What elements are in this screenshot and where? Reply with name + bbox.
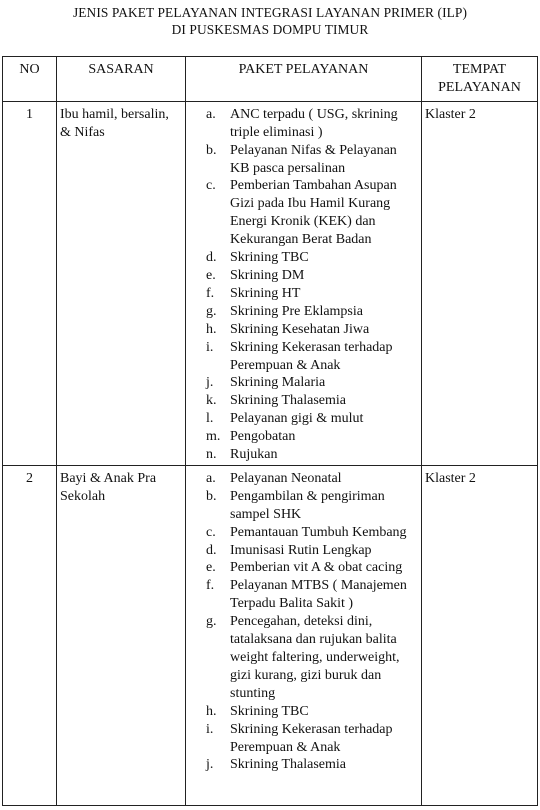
header-tempat-line-1: TEMPAT [452,62,507,77]
table-row [3,101,538,465]
list-item: j. Skrining Thalasemia [206,757,346,773]
list-item: j. Skrining Malaria [206,375,326,391]
list-item: i. Skrining Kekerasan terhadap Perempuan & Anak [206,721,393,755]
header-tempat-line-2: PELAYANAN [438,79,521,95]
list-item: m. Pengobatan [206,429,296,445]
list-item: g. Pencegahan, deteksi dini, tatalaksana dan rujukan balita weight faltering, underweight, gizi kurang, gizi buruk dan stunting [206,614,400,701]
header-sasaran: SASARAN [57,57,186,102]
list-item: b. Pelayanan Nifas & Pelayanan KB pasca persalinan [206,142,397,176]
header-tempat [422,57,538,102]
list-item: a. ANC terpadu ( USG, skrining triple eliminasi ) [206,106,398,140]
list-item: a. Pelayanan Neonatal [206,470,342,486]
row-paket [186,465,422,805]
row-tempat: Klaster 2 [422,101,538,465]
package-list [189,106,418,464]
row-number: 1 [3,101,57,465]
row-tempat: Klaster 2 [422,465,538,805]
list-item: f. Pelayanan MTBS ( Manajemen Terpadu Balita Sakit ) [206,578,407,612]
title-line-1: JENIS PAKET PELAYANAN INTEGRASI LAYANAN PRIMER (ILP) [72,5,468,20]
list-item: k. Skrining Thalasemia [206,393,346,409]
package-list [189,470,418,774]
list-item: e. Pemberian vit A & obat cacing [206,560,403,576]
list-item: f. Skrining HT [206,285,301,301]
list-item: h. Skrining TBC [206,703,309,719]
table-row [3,465,538,805]
list-item: d. Skrining TBC [206,250,309,266]
row-sasaran: Bayi & Anak Pra Sekolah [57,465,186,805]
table-header-row [3,57,538,102]
list-item: l. Pelayanan gigi & mulut [206,411,364,427]
header-no: NO [3,57,57,102]
list-item: i. Skrining Kekerasan terhadap Perempuan & Anak [206,339,393,373]
header-paket: PAKET PELAYANAN [186,57,422,102]
document-title [0,4,540,38]
list-item: h. Skrining Kesehatan Jiwa [206,321,370,337]
list-item: b. Pengambilan & pengiriman sampel SHK [206,488,385,522]
list-item: d. Imunisasi Rutin Lengkap [206,542,372,558]
row-paket [186,101,422,465]
list-item: e. Skrining DM [206,267,305,283]
row-sasaran: Ibu hamil, bersalin, & Nifas [57,101,186,465]
list-item: g. Skrining Pre Eklampsia [206,303,363,319]
list-item: c. Pemantauan Tumbuh Kembang [206,524,407,540]
title-line-2: DI PUSKESMAS DOMPU TIMUR [171,22,369,37]
list-item: n. Rujukan [206,447,278,463]
row-number: 2 [3,465,57,805]
list-item: c. Pemberian Tambahan Asupan Gizi pada Ibu Hamil Kurang Energi Kronik (KEK) dan Kekurangan Berat Badan [206,178,397,248]
service-package-table [2,56,538,806]
